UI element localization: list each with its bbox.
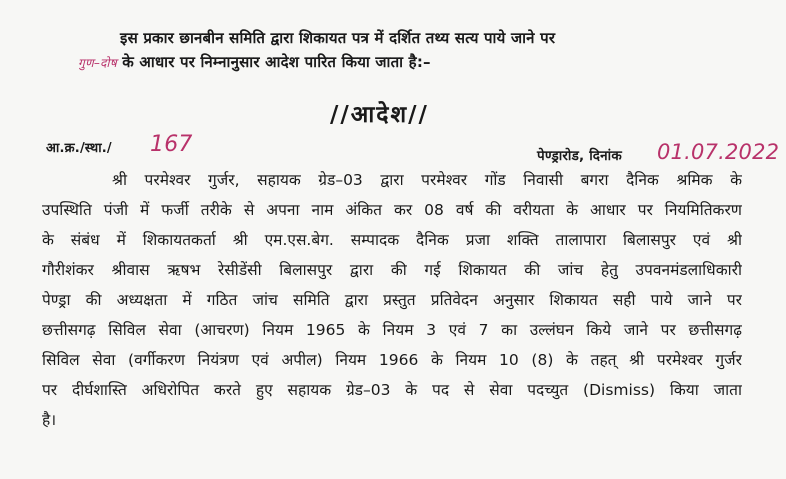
body-line: पर दीर्घशास्ति अधिरोपित करते हुए सहायक ग्रेड–03 के पद से सेवा पदच्युत (Dismiss) किया जाता [42, 381, 742, 399]
reference-label: आ.क्र./स्था./ [46, 141, 112, 156]
place-date-label: पेण्ड्रारोड, दिनांक [537, 148, 622, 164]
intro-line-2 [78, 52, 431, 72]
reference-number: 167 [150, 132, 193, 157]
body-line: के संबंध में शिकायतकर्ता श्री एम.एस.बेग. सम्पादक दैनिक प्रजा शक्ति तालापारा बिलासपुर एवं श्री [42, 231, 742, 249]
body-line: उपस्थिति पंजी में फर्जी तरीके से अपना नाम अंकित कर 08 वर्ष की वरीयता के आधार पर नियमितिकरण [42, 201, 742, 219]
body-line: पेण्ड्रा की अध्यक्षता में गठित जांच समिति द्वारा प्रस्तुत प्रतिवेदन अनुसार शिकायत सही पाये जाने पर [42, 291, 742, 309]
intro-line-1: इस प्रकार छानबीन समिति द्वारा शिकायत पत्र में दर्शित तथ्य सत्य पाये जाने पर [120, 29, 556, 47]
intro-line-2-text: के आधार पर निम्नानुसार आदेश पारित किया जाता है:– [116, 53, 431, 71]
body-line: है। [42, 411, 57, 429]
body-line: छत्तीसगढ़ सिविल सेवा (आचरण) नियम 1965 के नियम 3 एवं 7 का उल्लंघन किये जाने पर छत्तीसगढ़ [42, 321, 742, 339]
body-line: गौरीशंकर श्रीवास ऋषभ रेसीडेंसी बिलासपुर द्वारा की गई शिकायत की जांच हेतु उपवनमंडलाधिकारी [42, 261, 742, 279]
order-heading: //आदेश// [330, 102, 429, 128]
body-line: श्री परमेश्वर गुर्जर, सहायक ग्रेड–03 द्वारा परमेश्वर गोंड निवासी बगरा दैनिक श्रमिक के [112, 171, 742, 189]
order-date: 01.07.2022 [657, 140, 780, 164]
handwritten-insert: गुण–दोष [78, 56, 117, 70]
body-line: सिविल सेवा (वर्गीकरण नियंत्रण एवं अपील) नियम 1966 के नियम 10 (8) के तहत् श्री परमेश्वर गुर्जर [42, 351, 742, 369]
